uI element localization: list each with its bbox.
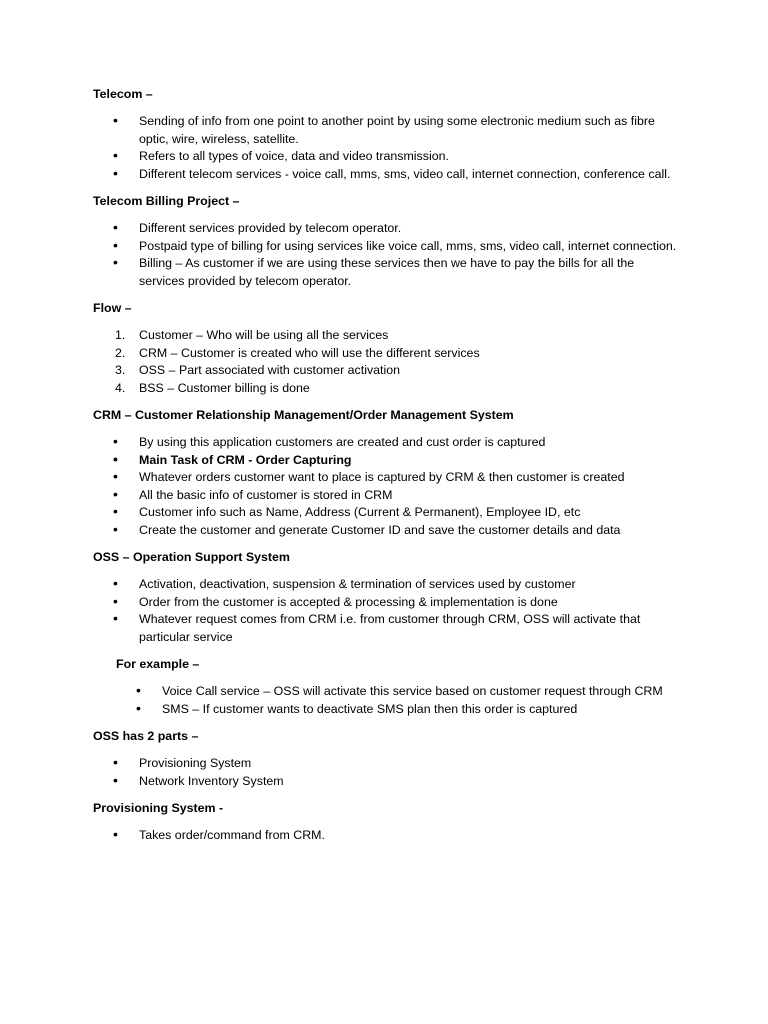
list-item: • Provisioning System bbox=[93, 755, 683, 773]
heading-flow: Flow – bbox=[93, 300, 132, 315]
document-page bbox=[93, 86, 683, 844]
list-text: OSS – Part associated with customer activation bbox=[139, 363, 401, 378]
list-provisioning bbox=[93, 827, 683, 845]
list-item: • Activation, deactivation, suspension & termination of services used by customer bbox=[93, 576, 683, 594]
list-text: CRM – Customer is created who will use the different services bbox=[139, 345, 480, 360]
list-telecom bbox=[93, 113, 683, 183]
list-number: 1. bbox=[115, 328, 126, 343]
list-item: • Create the customer and generate Customer ID and save the customer details and data bbox=[93, 522, 683, 540]
list-item: • Refers to all types of voice, data and video transmission. bbox=[93, 148, 683, 166]
heading-oss: OSS – Operation Support System bbox=[93, 550, 290, 565]
list-item: • Postpaid type of billing for using services like voice call, mms, sms, video call, internet connection. bbox=[93, 238, 683, 256]
list-item bbox=[93, 362, 683, 380]
list-oss bbox=[93, 576, 683, 646]
list-item: • All the basic info of customer is stored in CRM bbox=[93, 487, 683, 505]
list-item: • Main Task of CRM - Order Capturing bbox=[93, 452, 683, 470]
list-number: 2. bbox=[115, 345, 126, 360]
list-item: • Network Inventory System bbox=[93, 773, 683, 791]
list-item bbox=[93, 327, 683, 345]
list-item: • SMS – If customer wants to deactivate SMS plan then this order is captured bbox=[116, 701, 683, 719]
list-item bbox=[93, 345, 683, 363]
list-text: Customer – Who will be using all the services bbox=[139, 328, 389, 343]
heading-crm: CRM – Customer Relationship Management/Order Management System bbox=[93, 407, 514, 422]
heading-telecom: Telecom – bbox=[93, 87, 153, 101]
list-item: • Billing – As customer if we are using these services then we have to pay the bills for all the services provided by telecom operator. bbox=[93, 255, 683, 290]
list-item: • Whatever orders customer want to place is captured by CRM & then customer is created bbox=[93, 469, 683, 487]
list-item: • Different telecom services - voice call, mms, sms, video call, internet connection, conference call. bbox=[93, 166, 683, 184]
list-example bbox=[116, 683, 683, 718]
list-item: • Sending of info from one point to another point by using some electronic medium such as fibre optic, wire, wireless, satellite. bbox=[93, 113, 683, 148]
list-item: • Different services provided by telecom operator. bbox=[93, 220, 683, 238]
list-number: 4. bbox=[115, 380, 126, 395]
list-text: BSS – Customer billing is done bbox=[139, 380, 310, 395]
example-block bbox=[93, 656, 683, 718]
heading-example: For example – bbox=[116, 657, 200, 672]
list-item: • Whatever request comes from CRM i.e. from customer through CRM, OSS will activate that particular service bbox=[93, 611, 683, 646]
list-item: • Customer info such as Name, Address (Current & Permanent), Employee ID, etc bbox=[93, 504, 683, 522]
list-item bbox=[93, 380, 683, 398]
list-oss-parts bbox=[93, 755, 683, 790]
list-item: • By using this application customers are created and cust order is captured bbox=[93, 434, 683, 452]
list-item: • Voice Call service – OSS will activate this service based on customer request through CRM bbox=[116, 683, 683, 701]
list-flow bbox=[93, 327, 683, 397]
list-item: • Order from the customer is accepted & processing & implementation is done bbox=[93, 594, 683, 612]
list-item: • Takes order/command from CRM. bbox=[93, 827, 683, 845]
heading-provisioning: Provisioning System - bbox=[93, 800, 224, 815]
list-number: 3. bbox=[115, 363, 126, 378]
heading-billing: Telecom Billing Project – bbox=[93, 193, 240, 208]
list-crm bbox=[93, 434, 683, 540]
heading-oss-parts: OSS has 2 parts – bbox=[93, 728, 199, 743]
list-billing bbox=[93, 220, 683, 290]
